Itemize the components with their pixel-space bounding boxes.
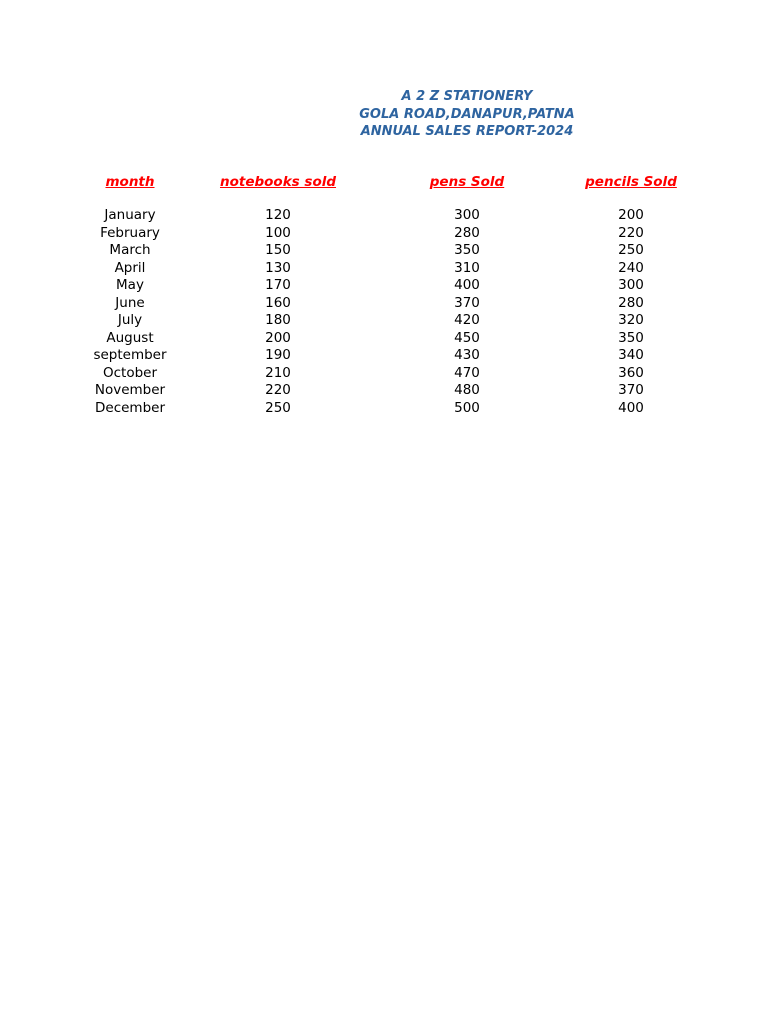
table-row — [0, 242, 768, 260]
table-row — [0, 400, 768, 418]
notebooks-cell: 210 — [265, 364, 291, 381]
month-cell: January — [104, 207, 156, 223]
pens-cell: 280 — [454, 224, 480, 241]
pens-cell: 500 — [454, 399, 480, 416]
table-row — [0, 347, 768, 365]
report-header — [267, 88, 667, 141]
month-cell: March — [109, 242, 151, 258]
column-header-notebooks: notebooks sold — [219, 174, 337, 190]
month-cell: October — [102, 364, 158, 381]
month-cell: February — [100, 224, 160, 241]
month-cell: May — [116, 277, 144, 293]
pencils-cell: 300 — [618, 277, 644, 293]
month-cell: July — [117, 312, 143, 328]
table-row — [0, 225, 768, 243]
notebooks-cell: 200 — [265, 329, 291, 346]
notebooks-cell: 160 — [265, 294, 291, 311]
notebooks-cell: 170 — [265, 277, 291, 293]
pens-cell: 350 — [454, 242, 480, 258]
month-cell: september — [93, 347, 167, 363]
table-row — [0, 312, 768, 330]
pencils-cell: 340 — [618, 347, 644, 363]
pencils-cell: 280 — [618, 294, 644, 311]
company-address: GOLA ROAD,DANAPUR,PATNA — [359, 106, 575, 122]
table-row — [0, 330, 768, 348]
pens-cell: 420 — [454, 312, 480, 328]
table-body — [0, 207, 768, 417]
notebooks-cell: 220 — [265, 382, 291, 398]
notebooks-cell: 150 — [265, 242, 291, 258]
month-cell: June — [115, 294, 145, 311]
table-row — [0, 277, 768, 295]
company-name: A 2 Z STATIONERY — [401, 89, 533, 104]
notebooks-cell: 250 — [265, 399, 291, 416]
notebooks-cell: 180 — [265, 312, 291, 328]
column-header-pencils: pencils Sold — [585, 174, 677, 190]
month-cell: November — [94, 382, 166, 398]
column-header-month: month — [105, 174, 155, 190]
pencils-cell: 240 — [618, 259, 644, 276]
notebooks-cell: 190 — [265, 347, 291, 363]
month-cell: December — [94, 399, 166, 416]
pencils-cell: 200 — [618, 207, 644, 223]
pencils-cell: 320 — [618, 312, 644, 328]
pens-cell: 480 — [454, 382, 480, 398]
month-cell: April — [114, 259, 146, 276]
pencils-cell: 350 — [618, 329, 644, 346]
month-cell: August — [106, 329, 154, 346]
pens-cell: 370 — [454, 294, 480, 311]
table-row — [0, 260, 768, 278]
pens-cell: 450 — [454, 329, 480, 346]
table-row — [0, 207, 768, 225]
pens-cell: 310 — [454, 259, 480, 276]
pencils-cell: 400 — [618, 399, 644, 416]
pencils-cell: 370 — [618, 382, 644, 398]
notebooks-cell: 130 — [265, 259, 291, 276]
report-title: ANNUAL SALES REPORT-2024 — [360, 124, 574, 139]
table-row — [0, 382, 768, 400]
notebooks-cell: 100 — [265, 224, 291, 241]
pens-cell: 470 — [454, 364, 480, 381]
pencils-cell: 250 — [618, 242, 644, 258]
table-row — [0, 365, 768, 383]
column-header-pens: pens Sold — [429, 174, 505, 190]
pens-cell: 400 — [454, 277, 480, 293]
pencils-cell: 220 — [618, 224, 644, 241]
pens-cell: 300 — [454, 207, 480, 223]
table-row — [0, 295, 768, 313]
pens-cell: 430 — [454, 347, 480, 363]
notebooks-cell: 120 — [265, 207, 291, 223]
pencils-cell: 360 — [618, 364, 644, 381]
